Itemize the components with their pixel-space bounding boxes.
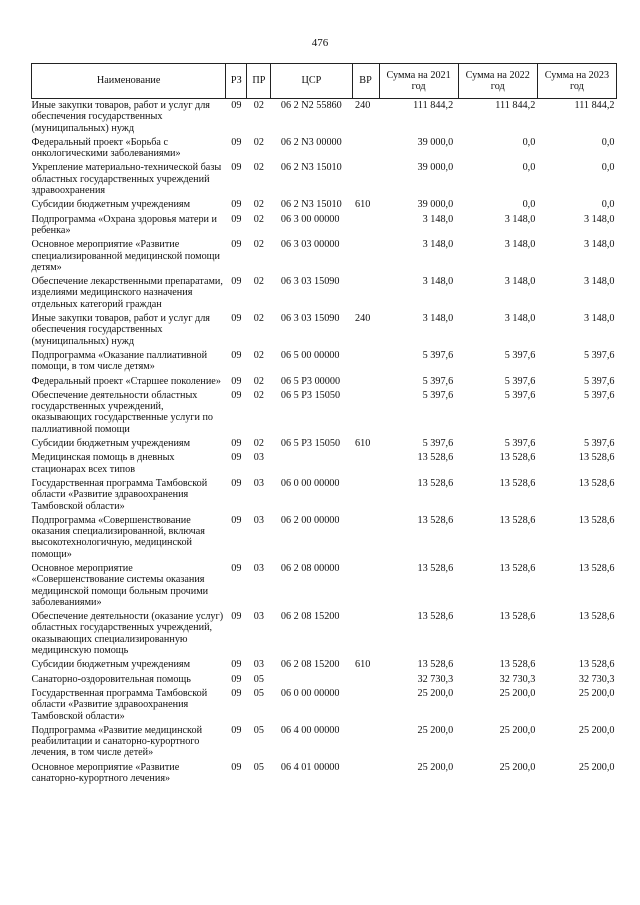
cell-vr bbox=[352, 673, 379, 687]
cell-rz: 09 bbox=[231, 100, 242, 111]
cell-rz: 09 bbox=[231, 562, 242, 574]
cell-sum-2022: 13 528,6 bbox=[499, 659, 536, 671]
cell-sum-2021: 13 528,6 bbox=[417, 514, 454, 526]
cell-pr: 02 bbox=[253, 100, 264, 111]
cell-sum-2023: 25 200,0 bbox=[578, 724, 615, 736]
cell-csr: 06 0 00 00000 bbox=[280, 687, 340, 699]
cell-sum-2022: 25 200,0 bbox=[499, 724, 536, 736]
cell-sum-2022: 32 730,3 bbox=[499, 673, 536, 685]
cell-sum-2023: 5 397,6 bbox=[583, 389, 615, 401]
cell-rz: 09 bbox=[231, 673, 242, 685]
cell-vr bbox=[352, 389, 379, 437]
cell-vr bbox=[352, 213, 379, 239]
cell-csr: 06 2 08 15200 bbox=[280, 611, 340, 623]
cell-rz: 09 bbox=[231, 438, 242, 450]
header-sum-2022: Сумма на 2022 год bbox=[458, 64, 537, 99]
cell-vr bbox=[352, 514, 379, 562]
cell-vr bbox=[352, 238, 379, 275]
cell-sum-2023: 5 397,6 bbox=[583, 438, 615, 450]
header-name: Наименование bbox=[32, 64, 226, 99]
table-row bbox=[32, 136, 617, 162]
table-row bbox=[32, 437, 617, 451]
cell-vr: 240 bbox=[355, 313, 371, 325]
header-vr: ВР bbox=[352, 64, 379, 99]
cell-sum-2021: 13 528,6 bbox=[417, 611, 454, 623]
cell-csr: 06 5 P3 15050 bbox=[280, 438, 341, 450]
cell-rz: 09 bbox=[231, 724, 242, 736]
cell-name: Обеспечение лекарственными препаратами, изделиями медицинского назначения отдельных категорий граждан bbox=[31, 276, 223, 310]
cell-vr bbox=[352, 687, 379, 724]
table-row bbox=[32, 451, 617, 477]
table-row bbox=[32, 99, 617, 136]
cell-sum-2022: 13 528,6 bbox=[499, 452, 536, 464]
cell-name: Федеральный проект «Борьба с онкологическими заболеваниями» bbox=[31, 136, 181, 160]
cell-sum-2022: 13 528,6 bbox=[499, 477, 536, 489]
cell-csr: 06 3 03 00000 bbox=[280, 239, 340, 251]
cell-name: Санаторно-оздоровительная помощь bbox=[31, 673, 191, 685]
table-row bbox=[32, 477, 617, 514]
cell-sum-2021: 13 528,6 bbox=[417, 562, 454, 574]
cell-vr bbox=[352, 724, 379, 761]
header-csr: ЦСР bbox=[271, 64, 352, 99]
cell-vr bbox=[352, 375, 379, 389]
cell-sum-2023: 13 528,6 bbox=[578, 514, 615, 526]
cell-sum-2021: 3 148,0 bbox=[422, 213, 454, 225]
cell-rz: 09 bbox=[231, 199, 242, 211]
header-sum-2021: Сумма на 2021 год bbox=[379, 64, 458, 99]
cell-sum-2022: 25 200,0 bbox=[499, 687, 536, 699]
table-row bbox=[32, 514, 617, 562]
cell-vr bbox=[352, 610, 379, 658]
cell-rz: 09 bbox=[231, 375, 242, 387]
cell-vr bbox=[352, 349, 379, 375]
cell-rz: 09 bbox=[231, 514, 242, 526]
cell-sum-2023: 3 148,0 bbox=[583, 239, 615, 251]
cell-sum-2022: 0,0 bbox=[522, 162, 536, 174]
cell-sum-2022: 5 397,6 bbox=[504, 375, 536, 387]
cell-pr: 03 bbox=[253, 452, 264, 464]
cell-sum-2022: 3 148,0 bbox=[504, 239, 536, 251]
cell-pr: 05 bbox=[253, 673, 264, 685]
cell-sum-2021: 39 000,0 bbox=[417, 162, 454, 174]
cell-sum-2022: 5 397,6 bbox=[504, 389, 536, 401]
cell-sum-2023: 13 528,6 bbox=[578, 611, 615, 623]
cell-vr bbox=[352, 477, 379, 514]
cell-pr: 03 bbox=[253, 477, 264, 489]
cell-pr: 02 bbox=[253, 389, 264, 401]
cell-name: Государственная программа Тамбовской области «Развитие здравоохранения Тамбовской области» bbox=[31, 687, 208, 722]
cell-rz: 09 bbox=[231, 761, 242, 773]
cell-csr: 06 3 00 00000 bbox=[280, 213, 340, 225]
cell-name: Субсидии бюджетным учреждениям bbox=[31, 199, 191, 211]
cell-csr: 06 5 00 00000 bbox=[280, 349, 340, 361]
cell-sum-2021: 111 844,2 bbox=[413, 100, 454, 111]
cell-name: Иные закупки товаров, работ и услуг для обеспечения государственных (муниципальных) нужд bbox=[31, 100, 210, 134]
cell-name: Субсидии бюджетным учреждениям bbox=[31, 438, 191, 450]
cell-name: Обеспечение деятельности областных государственных учреждений, оказывающих государственные услуги по паллиативной помощи bbox=[31, 389, 214, 435]
table-row bbox=[32, 349, 617, 375]
cell-pr: 02 bbox=[253, 213, 264, 225]
cell-name: Подпрограмма «Совершенствование оказания специализированной, включая высокотехнологичную, медицинской помощи» bbox=[31, 514, 205, 560]
table-row bbox=[32, 658, 617, 672]
cell-csr: 06 3 03 15090 bbox=[280, 313, 340, 325]
cell-sum-2022: 5 397,6 bbox=[504, 349, 536, 361]
cell-sum-2023: 111 844,2 bbox=[574, 100, 615, 111]
cell-rz: 09 bbox=[231, 477, 242, 489]
table-body bbox=[32, 99, 617, 787]
cell-pr: 02 bbox=[253, 349, 264, 361]
cell-sum-2023: 25 200,0 bbox=[578, 761, 615, 773]
cell-pr: 03 bbox=[253, 562, 264, 574]
cell-vr: 240 bbox=[355, 100, 371, 111]
cell-sum-2023: 32 730,3 bbox=[578, 673, 615, 685]
cell-rz: 09 bbox=[231, 313, 242, 325]
cell-sum-2023: 5 397,6 bbox=[583, 375, 615, 387]
cell-name: Подпрограмма «Охрана здоровья матери и ребенка» bbox=[31, 213, 217, 236]
cell-pr: 02 bbox=[253, 136, 264, 148]
cell-sum-2023: 13 528,6 bbox=[578, 659, 615, 671]
table-row bbox=[32, 198, 617, 212]
cell-sum-2022: 5 397,6 bbox=[504, 438, 536, 450]
header-sum-2023: Сумма на 2023 год bbox=[537, 64, 616, 99]
cell-sum-2023: 13 528,6 bbox=[578, 477, 615, 489]
cell-vr: 610 bbox=[355, 438, 371, 450]
cell-sum-2021: 5 397,6 bbox=[422, 349, 454, 361]
cell-sum-2021: 25 200,0 bbox=[417, 761, 454, 773]
header-pr: ПР bbox=[247, 64, 271, 99]
cell-csr bbox=[271, 673, 352, 687]
cell-pr: 05 bbox=[253, 761, 264, 773]
table-row bbox=[32, 312, 617, 349]
cell-rz: 09 bbox=[231, 452, 242, 464]
cell-sum-2021: 5 397,6 bbox=[422, 389, 454, 401]
cell-sum-2021: 13 528,6 bbox=[417, 452, 454, 464]
cell-rz: 09 bbox=[231, 659, 242, 671]
cell-sum-2023: 25 200,0 bbox=[578, 687, 615, 699]
cell-rz: 09 bbox=[231, 239, 242, 251]
cell-vr bbox=[352, 136, 379, 162]
cell-rz: 09 bbox=[231, 136, 242, 148]
cell-rz: 09 bbox=[231, 276, 242, 288]
table-header-row bbox=[32, 64, 617, 99]
cell-pr: 02 bbox=[253, 313, 264, 325]
cell-csr: 06 2 N3 15010 bbox=[280, 162, 342, 174]
cell-rz: 09 bbox=[231, 162, 242, 174]
cell-csr: 06 4 01 00000 bbox=[280, 761, 340, 773]
cell-sum-2023: 0,0 bbox=[601, 136, 615, 148]
cell-sum-2023: 3 148,0 bbox=[583, 213, 615, 225]
cell-pr: 02 bbox=[253, 199, 264, 211]
table-row bbox=[32, 673, 617, 687]
page-number: 476 bbox=[311, 37, 329, 49]
cell-pr: 02 bbox=[253, 162, 264, 174]
cell-sum-2023: 0,0 bbox=[601, 199, 615, 211]
cell-sum-2023: 13 528,6 bbox=[578, 562, 615, 574]
cell-sum-2021: 5 397,6 bbox=[422, 375, 454, 387]
cell-sum-2021: 3 148,0 bbox=[422, 313, 454, 325]
table-row bbox=[32, 724, 617, 761]
cell-sum-2021: 3 148,0 bbox=[422, 276, 454, 288]
cell-sum-2023: 3 148,0 bbox=[583, 276, 615, 288]
cell-sum-2021: 13 528,6 bbox=[417, 477, 454, 489]
cell-pr: 05 bbox=[253, 724, 264, 736]
table-row bbox=[32, 238, 617, 275]
cell-sum-2022: 3 148,0 bbox=[504, 213, 536, 225]
cell-csr: 06 2 08 15200 bbox=[280, 659, 340, 671]
cell-name: Медицинская помощь в дневных стационарах всех типов bbox=[31, 452, 175, 475]
table-row bbox=[32, 213, 617, 239]
cell-vr bbox=[352, 161, 379, 198]
cell-sum-2021: 3 148,0 bbox=[422, 239, 454, 251]
cell-csr: 06 2 N3 00000 bbox=[280, 136, 342, 148]
table-row bbox=[32, 761, 617, 787]
cell-sum-2022: 111 844,2 bbox=[495, 100, 536, 111]
cell-csr bbox=[271, 451, 352, 477]
cell-pr: 02 bbox=[253, 375, 264, 387]
cell-pr: 05 bbox=[253, 687, 264, 699]
cell-pr: 02 bbox=[253, 239, 264, 251]
cell-name: Укрепление материально-технической базы областных государственных учреждений здравоохранения bbox=[31, 162, 222, 197]
cell-csr: 06 0 00 00000 bbox=[280, 477, 340, 489]
budget-table bbox=[31, 63, 617, 786]
cell-name: Иные закупки товаров, работ и услуг для обеспечения государственных (муниципальных) нужд bbox=[31, 313, 210, 347]
cell-csr: 06 2 00 00000 bbox=[280, 514, 340, 526]
cell-csr: 06 2 N2 55860 bbox=[280, 100, 342, 111]
cell-vr: 610 bbox=[355, 659, 371, 671]
cell-vr bbox=[352, 562, 379, 610]
header-rz: РЗ bbox=[226, 64, 247, 99]
cell-name: Подпрограмма «Развитие медицинской реабилитации и санаторно-курортного лечения, в том числе детей» bbox=[31, 724, 203, 759]
cell-sum-2021: 13 528,6 bbox=[417, 659, 454, 671]
cell-sum-2022: 3 148,0 bbox=[504, 276, 536, 288]
cell-pr: 03 bbox=[253, 611, 264, 623]
cell-sum-2021: 5 397,6 bbox=[422, 438, 454, 450]
cell-pr: 02 bbox=[253, 438, 264, 450]
table-row bbox=[32, 389, 617, 437]
cell-vr bbox=[352, 451, 379, 477]
table-row bbox=[32, 610, 617, 658]
cell-sum-2022: 13 528,6 bbox=[499, 611, 536, 623]
cell-rz: 09 bbox=[231, 389, 242, 401]
table-row bbox=[32, 275, 617, 312]
cell-csr: 06 3 03 15090 bbox=[280, 276, 340, 288]
cell-rz: 09 bbox=[231, 687, 242, 699]
cell-csr: 06 4 00 00000 bbox=[280, 724, 340, 736]
cell-name: Подпрограмма «Оказание паллиативной помощи, в том числе детям» bbox=[31, 349, 208, 373]
cell-sum-2022: 0,0 bbox=[522, 199, 536, 211]
cell-name: Основное мероприятие «Развитие санаторно-курортного лечения» bbox=[31, 761, 180, 785]
cell-pr: 02 bbox=[253, 276, 264, 288]
cell-pr: 03 bbox=[253, 514, 264, 526]
cell-sum-2022: 25 200,0 bbox=[499, 761, 536, 773]
cell-sum-2022: 3 148,0 bbox=[504, 313, 536, 325]
cell-vr bbox=[352, 275, 379, 312]
cell-sum-2021: 25 200,0 bbox=[417, 687, 454, 699]
cell-vr: 610 bbox=[355, 199, 371, 211]
table-row bbox=[32, 687, 617, 724]
cell-sum-2023: 13 528,6 bbox=[578, 452, 615, 464]
cell-rz: 09 bbox=[231, 349, 242, 361]
cell-csr: 06 5 P3 15050 bbox=[280, 389, 341, 401]
cell-name: Основное мероприятие «Развитие специализированной медицинской помощи детям» bbox=[31, 239, 220, 273]
cell-vr bbox=[352, 761, 379, 787]
cell-sum-2021: 39 000,0 bbox=[417, 136, 454, 148]
table-row bbox=[32, 161, 617, 198]
table-row bbox=[32, 562, 617, 610]
cell-sum-2021: 39 000,0 bbox=[417, 199, 454, 211]
cell-name: Федеральный проект «Старшее поколение» bbox=[31, 375, 221, 387]
cell-csr: 06 2 N3 15010 bbox=[280, 199, 342, 211]
cell-name: Государственная программа Тамбовской области «Развитие здравоохранения Тамбовской области» bbox=[31, 477, 208, 512]
cell-sum-2022: 13 528,6 bbox=[499, 514, 536, 526]
cell-sum-2023: 5 397,6 bbox=[583, 349, 615, 361]
cell-sum-2023: 0,0 bbox=[601, 162, 615, 174]
cell-pr: 03 bbox=[253, 659, 264, 671]
cell-name: Обеспечение деятельности (оказание услуг) областных государственных учреждений, оказывающих специализированную медицинскую помощь bbox=[31, 611, 224, 657]
cell-csr: 06 5 P3 00000 bbox=[280, 375, 341, 387]
cell-rz: 09 bbox=[231, 611, 242, 623]
cell-csr: 06 2 08 00000 bbox=[280, 562, 340, 574]
cell-name: Основное мероприятие «Совершенствование системы оказания медицинской помощи больным прочими заболеваниями» bbox=[31, 562, 209, 608]
cell-sum-2022: 13 528,6 bbox=[499, 562, 536, 574]
cell-rz: 09 bbox=[231, 213, 242, 225]
cell-sum-2023: 3 148,0 bbox=[583, 313, 615, 325]
cell-sum-2021: 25 200,0 bbox=[417, 724, 454, 736]
cell-name: Субсидии бюджетным учреждениям bbox=[31, 659, 191, 671]
cell-sum-2021: 32 730,3 bbox=[417, 673, 454, 685]
cell-sum-2022: 0,0 bbox=[522, 136, 536, 148]
table-row bbox=[32, 375, 617, 389]
